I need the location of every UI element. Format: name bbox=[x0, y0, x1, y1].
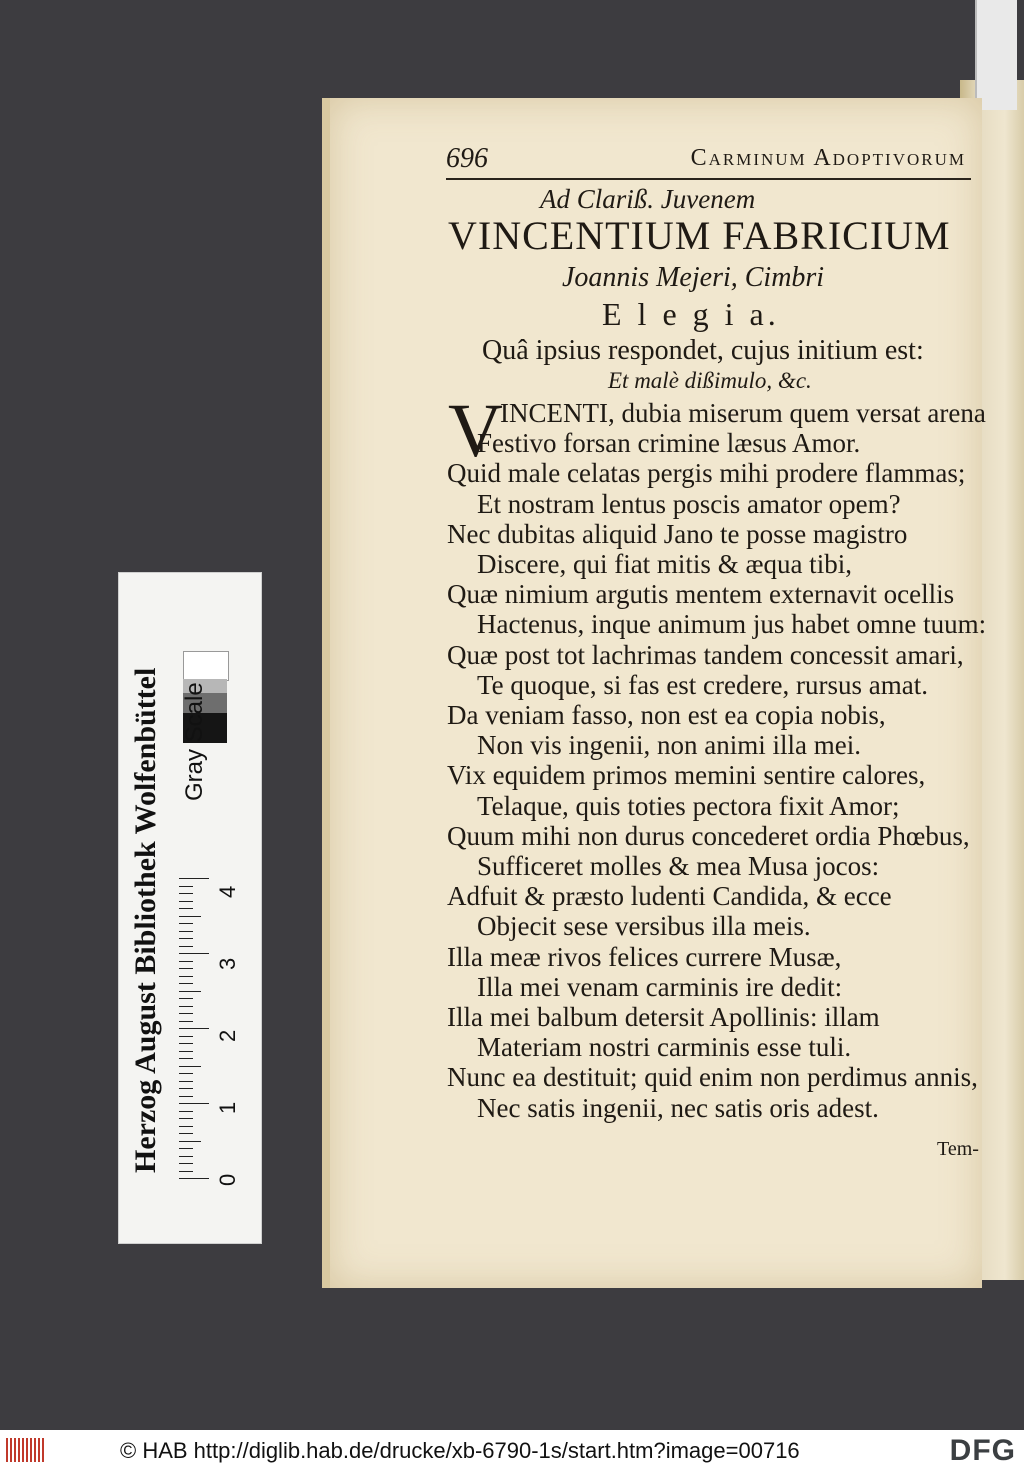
verse-line: INCENTI, dubia miserum quem versat arena bbox=[500, 398, 986, 428]
ruler-tick bbox=[179, 998, 193, 999]
barcode-bar bbox=[10, 1438, 12, 1462]
ruler-tick bbox=[179, 1156, 193, 1157]
ruler-label: 4 bbox=[215, 885, 240, 898]
verse-line: Te quoque, si fas est credere, rursus amat. bbox=[477, 669, 928, 700]
verse-line: Sufficeret molles & mea Musa jocos: bbox=[477, 851, 880, 881]
ruler-tick bbox=[179, 1006, 193, 1007]
gray-scale-card bbox=[118, 572, 262, 1244]
ruler-tick bbox=[179, 1111, 193, 1112]
ruler-tick bbox=[179, 1163, 193, 1164]
verse-line: Nunc ea destituit; quid enim non perdimus annis, bbox=[447, 1062, 978, 1093]
ruler-label: 3 bbox=[215, 957, 240, 970]
ruler-label: 1 bbox=[215, 1101, 240, 1114]
ruler-tick bbox=[179, 893, 193, 894]
ruler-label: 2 bbox=[215, 1029, 240, 1042]
ruler-tick bbox=[179, 1148, 193, 1149]
barcode-bar bbox=[38, 1438, 40, 1462]
gray-scale-label: Gray Scale bbox=[181, 682, 208, 801]
verse-line: Non vis ingenii, non animi illa mei. bbox=[477, 730, 861, 761]
verse-line: Illa mei balbum detersit Apollinis: illam bbox=[447, 1002, 880, 1032]
ruler-tick bbox=[179, 1043, 193, 1044]
running-head: Carminum Adoptivorum bbox=[690, 145, 966, 171]
author-line: Joannis Mejeri, Cimbri bbox=[562, 262, 825, 293]
ruler-tick bbox=[179, 983, 193, 984]
footer-bar bbox=[0, 1430, 1024, 1470]
verse-line: Nec satis ingenii, nec satis oris adest. bbox=[477, 1092, 879, 1123]
ruler-tick bbox=[179, 1171, 193, 1172]
catchword: Tem- bbox=[937, 1138, 979, 1160]
incipit-line: Et malè dißimulo, &c. bbox=[608, 368, 812, 393]
ruler-tick bbox=[179, 1066, 201, 1067]
ruler-tick bbox=[179, 1058, 193, 1059]
verse-line: Objecit sese versibus illa meis. bbox=[477, 911, 811, 942]
page-header bbox=[446, 143, 966, 175]
dedication-line: Ad Clariß. Juvenem bbox=[540, 184, 756, 214]
ruler-tick bbox=[179, 1178, 209, 1179]
ruler-tick bbox=[179, 1013, 193, 1014]
verse-line: Nec dubitas aliquid Jano te posse magistro bbox=[447, 518, 908, 549]
drop-capital: V bbox=[448, 389, 503, 473]
verse-line: Da veniam fasso, non est ea copia nobis, bbox=[447, 700, 886, 730]
ruler-tick bbox=[179, 1036, 193, 1037]
ruler-tick bbox=[179, 1118, 193, 1119]
ruler-tick bbox=[179, 1096, 193, 1097]
ruler-tick bbox=[179, 1028, 209, 1029]
verse-line: Materiam nostri carminis esse tuli. bbox=[477, 1032, 852, 1063]
ruler-tick bbox=[179, 1051, 193, 1052]
ruler-tick bbox=[179, 991, 201, 992]
ruler-tick bbox=[179, 923, 193, 924]
verse-line: Telaque, quis toties pectora fixit Amor; bbox=[477, 790, 900, 821]
verse-line: Festivo forsan crimine læsus Amor. bbox=[477, 428, 861, 459]
barcode-bar bbox=[6, 1438, 8, 1462]
ruler-tick bbox=[179, 1141, 201, 1142]
ruler-tick bbox=[179, 878, 209, 879]
verse-line: Quum mihi non durus concederet ordia Phœbus, bbox=[447, 820, 970, 851]
verse-line: Illa mei venam carminis ire dedit: bbox=[477, 971, 843, 1002]
dfg-logo: DFG bbox=[949, 1434, 1016, 1467]
verse-line: Et nostram lentus poscis amator opem? bbox=[477, 488, 901, 519]
addressee-title: VINCENTIUM FABRICIUM bbox=[448, 213, 951, 258]
ruler-tick bbox=[179, 1126, 193, 1127]
poem-subtitle: Quâ ipsius respondet, cujus initium est: bbox=[482, 335, 924, 366]
ruler-tick bbox=[179, 1088, 193, 1089]
hab-barcode-logo bbox=[6, 1438, 46, 1462]
verse-line: Illa meæ rivos felices currere Musæ, bbox=[447, 941, 842, 972]
page-clamp bbox=[975, 0, 1017, 110]
verse-line: Vix equidem primos memini sentire calores, bbox=[447, 760, 926, 791]
ruler-tick bbox=[179, 938, 193, 939]
barcode-bar bbox=[26, 1438, 28, 1462]
ruler-tick bbox=[179, 1103, 209, 1104]
ruler-tick bbox=[179, 1073, 193, 1074]
ruler-tick bbox=[179, 953, 209, 954]
ruler-tick bbox=[179, 1133, 193, 1134]
header-rule bbox=[446, 178, 971, 180]
barcode-bar bbox=[34, 1438, 36, 1462]
ruler-tick bbox=[179, 961, 193, 962]
barcode-bar bbox=[42, 1438, 44, 1462]
ruler-tick bbox=[179, 886, 193, 887]
verse-line: Hactenus, inque animum jus habet omne tuum: bbox=[477, 609, 987, 640]
barcode-bar bbox=[30, 1438, 32, 1462]
verse-line: Quid male celatas pergis mihi prodere flammas; bbox=[447, 458, 966, 489]
ruler-tick bbox=[179, 916, 201, 917]
verse-line: Quæ post tot lachrimas tandem concessit amari, bbox=[447, 639, 964, 670]
ruler-tick bbox=[179, 1081, 193, 1082]
ruler-tick bbox=[179, 931, 193, 932]
verse-line: Discere, qui fiat mitis & æqua tibi, bbox=[477, 549, 852, 579]
ruler-tick bbox=[179, 1021, 193, 1022]
barcode-bar bbox=[18, 1438, 20, 1462]
ruler-tick bbox=[179, 946, 193, 947]
ruler-label: 0 bbox=[215, 1173, 240, 1186]
verse-line: Quæ nimium argutis mentem externavit ocellis bbox=[447, 579, 955, 610]
copyright-url: © HAB http://diglib.hab.de/drucke/xb-6790-1s/start.htm?image=00716 bbox=[120, 1438, 800, 1463]
barcode-bar bbox=[14, 1438, 16, 1462]
ruler-tick bbox=[179, 976, 193, 977]
ruler-tick bbox=[179, 901, 193, 902]
ruler-tick bbox=[179, 908, 193, 909]
barcode-bar bbox=[22, 1438, 24, 1462]
page-number: 696 bbox=[446, 143, 488, 174]
institution-name: Herzog August Bibliothek Wolfenbüttel bbox=[129, 667, 162, 1173]
ruler-tick bbox=[179, 968, 193, 969]
verse-line: Adfuit & præsto ludenti Candida, & ecce bbox=[447, 881, 892, 912]
genre-heading: E l e g i a. bbox=[602, 296, 780, 332]
cm-ruler bbox=[179, 878, 240, 1186]
